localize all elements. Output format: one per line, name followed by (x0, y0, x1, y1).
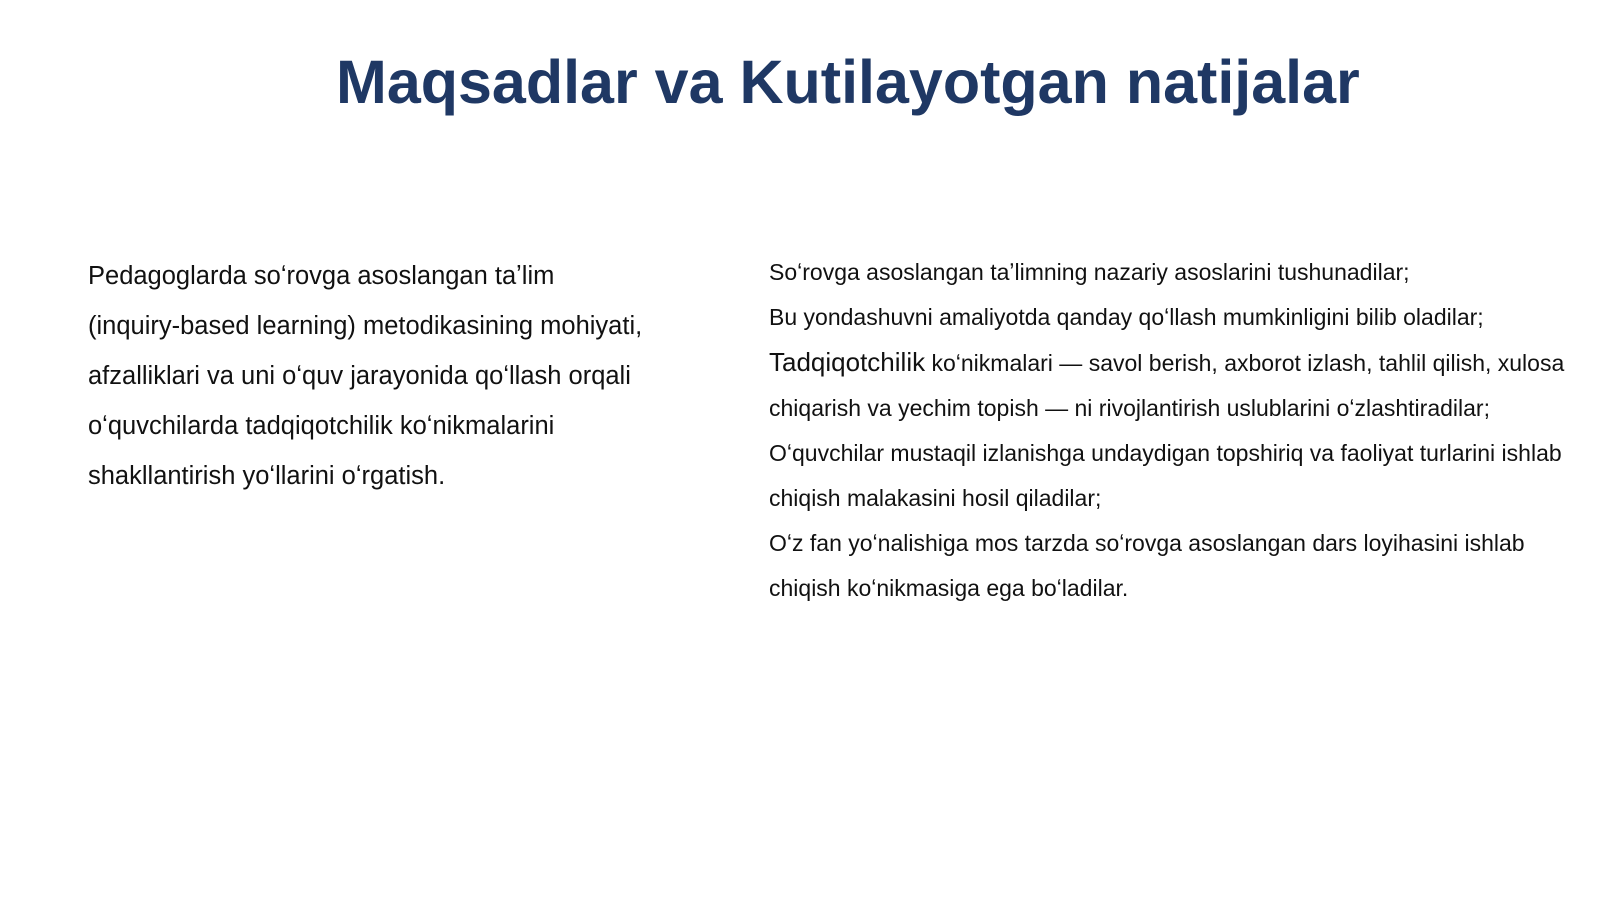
outcome-text: Oʻquvchilar mustaqil izlanishga undaydigan topshiriq va faoliyat turlarini ishlab chiqish malakasini hosil qiladilar; (769, 440, 1562, 511)
slide-title: Maqsadlar va Kutilayotgan natijalar (336, 48, 1360, 116)
outcome-item (769, 340, 1569, 431)
outcome-text: Soʻrovga asoslangan taʼlimning nazariy asoslarini tushunadilar; (769, 259, 1410, 285)
outcomes-list (769, 250, 1569, 611)
outcome-item (769, 521, 1569, 611)
outcome-item (769, 295, 1569, 340)
outcome-item (769, 250, 1569, 295)
outcome-item (769, 431, 1569, 521)
goal-paragraph: Pedagoglarda soʻrovga asoslangan taʼlim (inquiry-based learning) metodikasining mohiyati, afzalliklari va uni oʻquv jarayonida qoʻllash orqali oʻquvchilarda tadqiqotchilik koʻnikmalarini shakllantirish yoʻllarini oʻrgatish. (88, 262, 643, 490)
outcome-text: Bu yondashuvni amaliyotda qanday qoʻllash mumkinligini bilib oladilar; (769, 304, 1484, 330)
outcome-text: koʻnikmalari — savol berish, axborot izlash, tahlil qilish, xulosa chiqarish va yechim topish — ni rivojlantirish uslublarini oʻzlashtiradilar; (769, 350, 1565, 421)
outcome-text: Oʻz fan yoʻnalishiga mos tarzda soʻrovga asoslangan dars loyihasini ishlab chiqish koʻnikmasiga ega boʻladilar. (769, 530, 1525, 601)
outcome-lead-word: Tadqiqotchilik (769, 347, 926, 377)
